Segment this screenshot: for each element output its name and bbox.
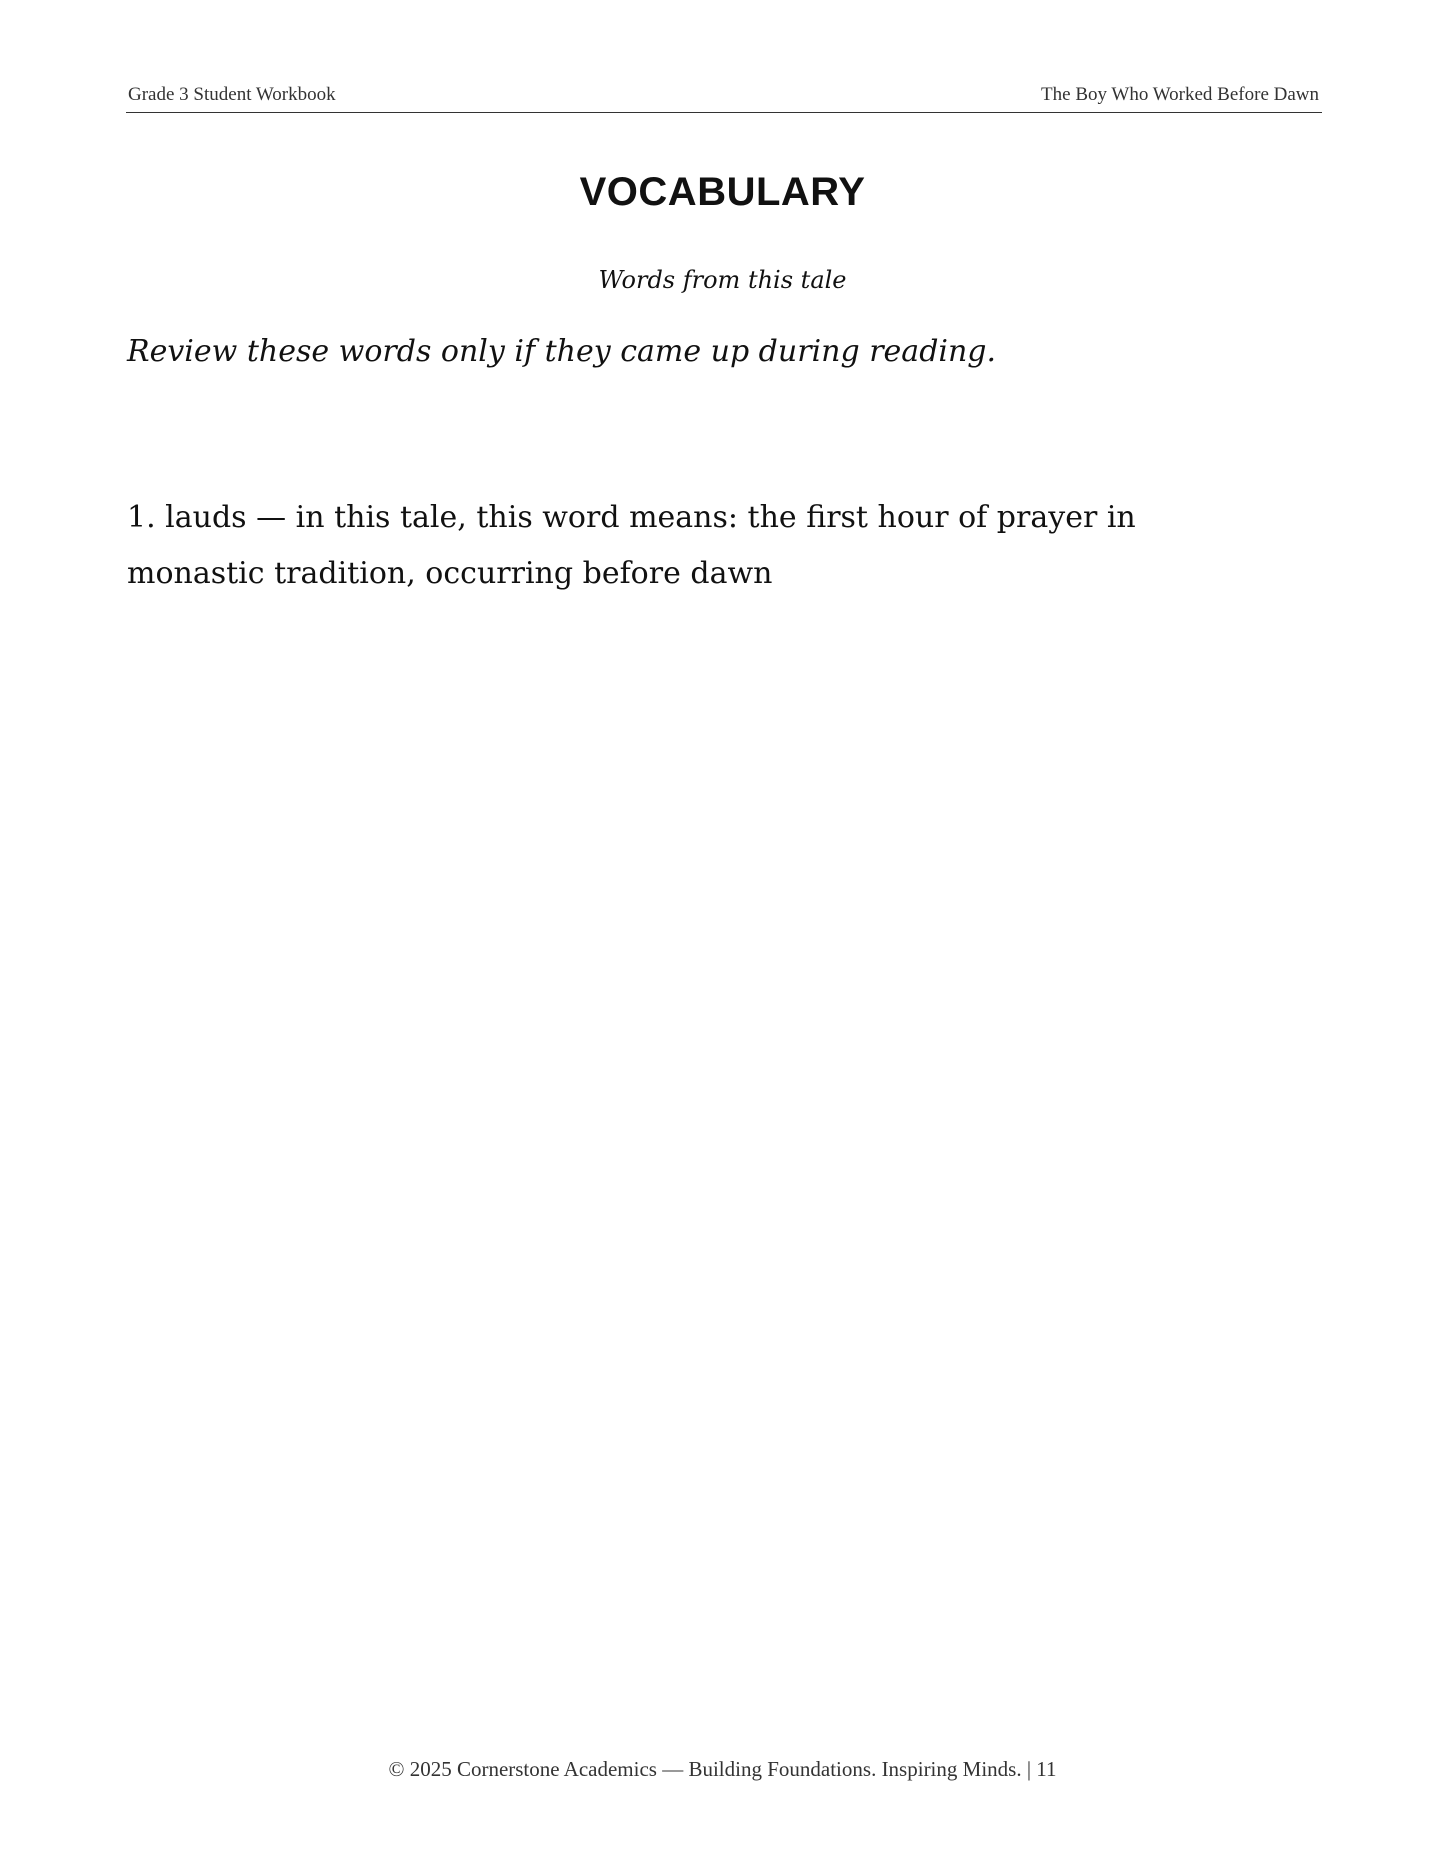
vocabulary-item: 1. lauds — in this tale, this word means: the first hour of prayer in monastic tradition, occurring before dawn: [127, 500, 1136, 591]
story-title-label: The Boy Who Worked Before Dawn: [1041, 84, 1319, 105]
page-footer: © 2025 Cornerstone Academics — Building Foundations. Inspiring Minds. | 11: [388, 1757, 1057, 1781]
instructions-text: Review these words only if they came up during reading.: [127, 334, 997, 369]
workbook-label: Grade 3 Student Workbook: [128, 84, 336, 105]
page-subtitle: Words from this tale: [598, 266, 847, 294]
page-header: [126, 82, 1322, 113]
vocabulary-list: [127, 490, 1257, 602]
page-title: VOCABULARY: [579, 170, 866, 214]
